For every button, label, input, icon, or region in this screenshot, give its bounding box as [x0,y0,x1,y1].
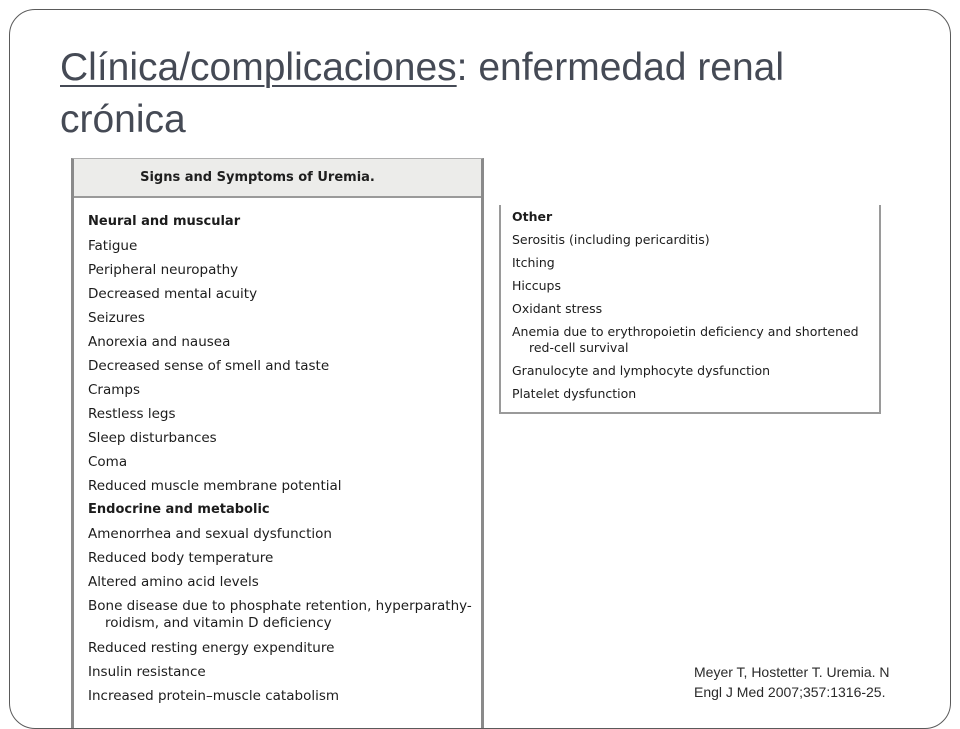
list-item: Altered amino acid levels [88,574,259,590]
title-underlined: Clínica/complicaciones [60,46,457,89]
list-item: Decreased mental acuity [88,286,258,302]
list-item: Decreased sense of smell and taste [88,358,330,374]
symptom-list-left [88,210,478,708]
list-item: Seizures [88,310,145,326]
citation [694,662,944,702]
table-header [74,159,481,198]
citation-line-1: Meyer T, Hostetter T. Uremia. N [694,664,890,680]
anemia-line-2: red-cell survival [529,339,629,355]
list-item: Oxidant stress [512,300,603,316]
title-line2: crónica [60,98,186,141]
list-item: Serositis (including pericarditis) [512,231,710,247]
list-item: Anorexia and nausea [88,334,231,350]
list-item: Insulin resistance [88,664,206,680]
list-item: Hiccups [512,277,561,293]
list-item: Restless legs [88,406,176,422]
category-heading-other: Other [512,208,553,224]
list-item: Reduced muscle membrane potential [88,478,342,494]
list-item: Peripheral neuropathy [88,262,239,278]
symptom-list-right [512,205,872,405]
list-item: Cramps [88,382,141,398]
list-item: Reduced resting energy expenditure [88,640,335,656]
list-item: Reduced body temperature [88,550,274,566]
list-item: Granulocyte and lymphocyte dysfunction [512,362,771,378]
anemia-line-1: Anemia due to erythropoietin deficiency and shortened [512,323,859,339]
list-item: Coma [88,454,128,470]
list-item: Itching [512,254,555,270]
title-rest: : enfermedad renal [456,46,785,89]
list-item: Platelet dysfunction [512,385,637,401]
category-heading-endocrine: Endocrine and metabolic [88,502,270,517]
bone-line-1: Bone disease due to phosphate retention, hyperparathy- [88,598,472,614]
list-item: Sleep disturbances [88,430,217,446]
table-header-title: Signs and Symptoms of Uremia. [140,170,375,185]
list-item: Amenorrhea and sexual dysfunction [88,526,332,542]
list-item: Fatigue [88,238,138,254]
list-item: Increased protein–muscle catabolism [88,688,340,704]
slide-title [60,42,920,146]
citation-line-2: Engl J Med 2007;357:1316-25. [694,684,886,700]
list-item-anemia [512,320,872,359]
list-item-bone-disease [88,594,478,636]
uremia-table-right [499,205,881,414]
category-heading-neural: Neural and muscular [88,214,241,229]
uremia-table-left [71,158,484,728]
bone-line-2: roidism, and vitamin D deficiency [105,615,332,631]
